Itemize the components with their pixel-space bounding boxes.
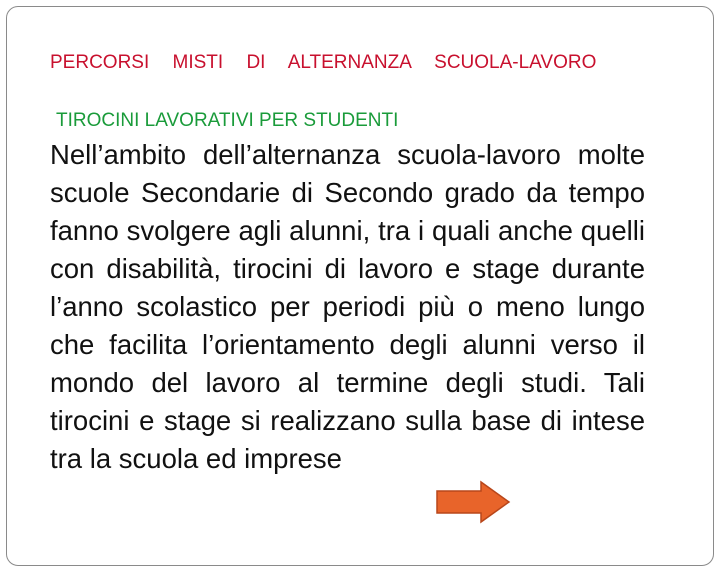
slide-body-text: Nell’ambito dell’alternanza scuola-lavoro molte scuole Secondarie di Secondo grado da tempo fanno svolgere agli alunni, tra i quali anche quelli con disabilità, tirocini di lavoro e stage durante l’anno scolastico per periodi più o meno lungo che facilita l’orientamento degli alunni verso il mondo del lavoro al termine degli studi. Tali tirocini e stage si realizzano sulla base di intese tra la scuola ed imprese (50, 139, 645, 474)
slide-subheading: TIROCINI LAVORATIVI PER STUDENTI (56, 110, 399, 131)
slide-heading: PERCORSI MISTI DI ALTERNANZA SCUOLA-LAVORO (50, 52, 597, 73)
right-arrow-icon[interactable] (435, 480, 511, 524)
